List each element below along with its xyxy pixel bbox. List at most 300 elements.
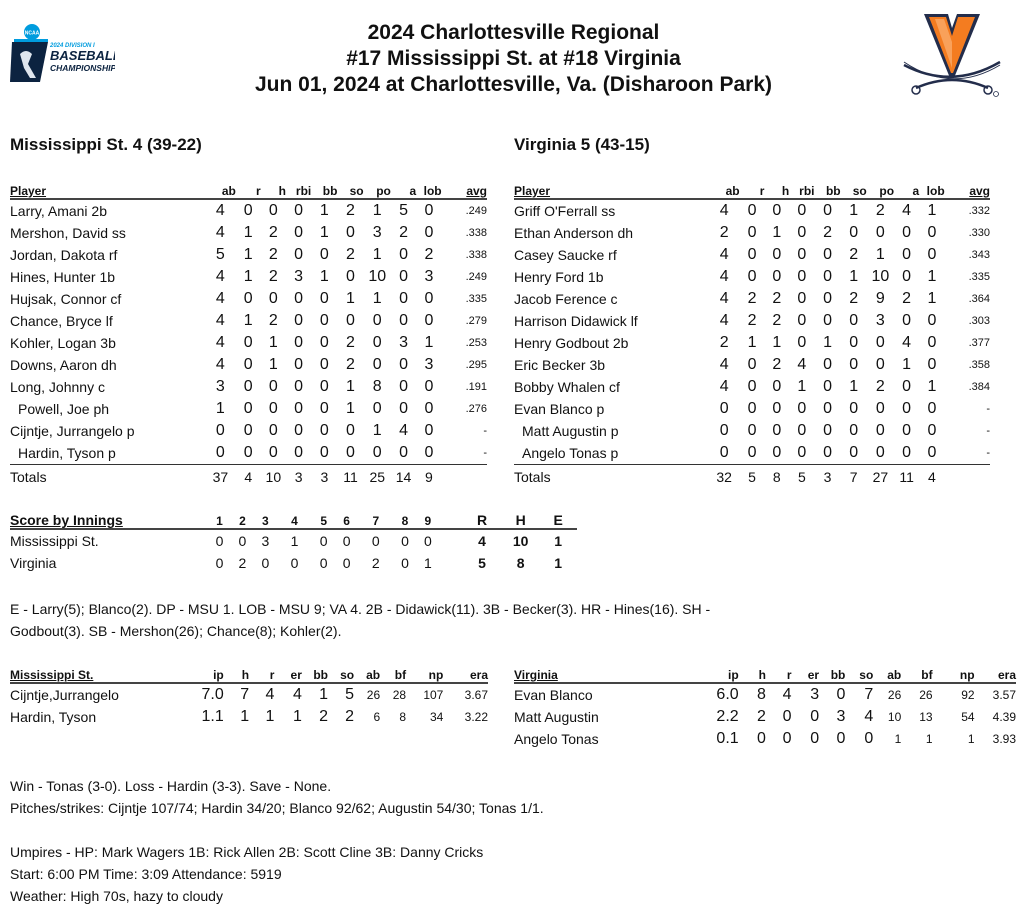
inning-header: 8 bbox=[394, 512, 417, 529]
total-bb: 3 bbox=[320, 469, 329, 485]
stat-so: 0 bbox=[346, 268, 355, 285]
inning-header: 7 bbox=[358, 512, 393, 529]
total-avg-empty bbox=[442, 465, 487, 490]
stat-h: 7 bbox=[240, 686, 250, 703]
stat-so: 2 bbox=[849, 246, 859, 263]
pitching-header-row bbox=[514, 666, 1016, 683]
stat-so: 2 bbox=[346, 334, 355, 351]
batting-row bbox=[10, 222, 487, 244]
pitching-header-bf: bf bbox=[901, 666, 932, 683]
stat-r: 0 bbox=[747, 378, 757, 395]
innings-team-row bbox=[10, 529, 577, 552]
inning-runs: 0 bbox=[238, 533, 247, 549]
title-matchup: #17 Mississippi St. at #18 Virginia bbox=[346, 47, 681, 70]
stat-so: 0 bbox=[346, 312, 355, 329]
stat-r: 0 bbox=[740, 442, 765, 465]
stat-avg: .343 bbox=[968, 249, 990, 261]
batting-header-po: po bbox=[867, 182, 894, 199]
pitching-header-bb: bb bbox=[302, 666, 328, 683]
stat-avg: - bbox=[442, 442, 487, 465]
stat-avg: .384 bbox=[968, 381, 990, 393]
home-batting-table bbox=[514, 182, 990, 489]
batting-header-bb: bb bbox=[815, 182, 841, 199]
inning-runs: 0 bbox=[261, 555, 270, 571]
stat-r: 0 bbox=[243, 290, 253, 307]
inning-header: 6 bbox=[335, 512, 358, 529]
stat-h: 2 bbox=[268, 312, 278, 329]
home-team-heading: Virginia 5 (43-15) bbox=[514, 135, 650, 154]
batting-header-so: so bbox=[337, 182, 363, 199]
stat-lob: 1 bbox=[424, 334, 434, 351]
stat-po: 1 bbox=[372, 422, 382, 439]
stat-avg: .253 bbox=[465, 337, 487, 349]
stat-ab: 10 bbox=[887, 710, 902, 724]
stat-avg: .335 bbox=[968, 271, 990, 283]
svg-text:BASEBALL: BASEBALL bbox=[50, 48, 115, 63]
player-name: Downs, Aaron dh bbox=[10, 357, 117, 373]
stat-po: 0 bbox=[372, 356, 382, 373]
stat-np: 92 bbox=[961, 688, 975, 702]
total-avg-empty bbox=[945, 465, 990, 490]
stat-so: 0 bbox=[346, 224, 355, 241]
stat-ab: 0 bbox=[205, 442, 236, 465]
stat-avg: .358 bbox=[968, 359, 990, 371]
stat-ab: 0 bbox=[719, 422, 729, 439]
batting-row bbox=[10, 376, 487, 398]
stat-avg: .249 bbox=[465, 271, 487, 283]
stat-ab: 2 bbox=[719, 224, 729, 241]
stat-a: 4 bbox=[399, 422, 408, 439]
batting-header-rbi: rbi bbox=[789, 182, 814, 199]
home-pitching-table bbox=[514, 666, 1016, 750]
stat-po: 0 bbox=[372, 400, 382, 417]
stat-lob: 3 bbox=[424, 268, 434, 285]
batting-row bbox=[514, 266, 990, 288]
pitcher-name: Angelo Tonas bbox=[514, 731, 599, 747]
batting-header-bb: bb bbox=[311, 182, 337, 199]
stat-bb: 0 bbox=[319, 422, 329, 439]
rhe-r: 4 bbox=[478, 533, 486, 549]
stat-lob: 0 bbox=[416, 442, 441, 465]
stat-rbi: 0 bbox=[797, 202, 807, 219]
svg-text:2024 DIVISION I: 2024 DIVISION I bbox=[50, 43, 95, 49]
stat-ab: 4 bbox=[719, 202, 729, 219]
stat-ip: 0.1 bbox=[716, 730, 739, 747]
stat-so: 0 bbox=[849, 422, 859, 439]
stat-bb: 1 bbox=[319, 268, 329, 285]
stat-h: 0 bbox=[772, 246, 782, 263]
stat-lob: 0 bbox=[424, 290, 434, 307]
stat-so: 1 bbox=[346, 378, 355, 395]
stat-so: 1 bbox=[849, 378, 859, 395]
stat-a: 0 bbox=[902, 378, 912, 395]
stat-po: 3 bbox=[875, 312, 885, 329]
spacer bbox=[439, 552, 462, 574]
inning-runs: 0 bbox=[319, 533, 328, 549]
inning-runs: 2 bbox=[371, 555, 380, 571]
stat-bb: 0 bbox=[319, 356, 329, 373]
rhe-h: 8 bbox=[516, 555, 525, 571]
inning-header: 3 bbox=[254, 512, 277, 529]
stat-lob: 0 bbox=[424, 202, 434, 219]
player-name: Long, Johnny c bbox=[10, 379, 105, 395]
stat-a: 0 bbox=[399, 268, 408, 285]
stat-bf: 28 bbox=[392, 688, 407, 702]
player-name: Evan Blanco p bbox=[514, 401, 605, 417]
inning-runs: 0 bbox=[371, 533, 380, 549]
stat-h: 0 bbox=[268, 422, 278, 439]
total-r: 4 bbox=[244, 469, 253, 485]
player-name: Chance, Bryce lf bbox=[10, 313, 113, 329]
stat-rbi: 0 bbox=[294, 378, 304, 395]
stat-lob: 0 bbox=[424, 378, 434, 395]
batting-header-a: a bbox=[391, 182, 416, 199]
stat-ab: 0 bbox=[709, 442, 740, 465]
player-name: Matt Augustin p bbox=[522, 423, 619, 439]
stat-r: 1 bbox=[243, 268, 253, 285]
stat-h: 1 bbox=[240, 708, 250, 725]
stat-r: 1 bbox=[747, 334, 757, 351]
stat-ab: 4 bbox=[719, 268, 729, 285]
total-h: 10 bbox=[265, 469, 282, 485]
batting-row bbox=[10, 442, 487, 465]
batting-row bbox=[514, 244, 990, 266]
player-name: Eric Becker 3b bbox=[514, 357, 606, 373]
stat-rbi: 0 bbox=[294, 224, 304, 241]
stat-rbi: 0 bbox=[797, 268, 807, 285]
rhe-header-h: H bbox=[502, 512, 540, 529]
batting-row bbox=[10, 354, 487, 376]
stat-rbi: 0 bbox=[797, 422, 807, 439]
batting-row bbox=[10, 244, 487, 266]
stat-lob: 0 bbox=[424, 400, 434, 417]
stat-ab: 4 bbox=[215, 356, 225, 373]
stat-so: 0 bbox=[849, 312, 859, 329]
player-name: Hardin, Tyson p bbox=[10, 442, 205, 465]
stat-lob: 0 bbox=[424, 224, 434, 241]
rhe-header-r: R bbox=[462, 512, 502, 529]
stat-bb: 0 bbox=[319, 400, 329, 417]
stat-so: 0 bbox=[849, 400, 859, 417]
stat-avg: .330 bbox=[968, 227, 990, 239]
stat-bf: 1 bbox=[925, 732, 933, 746]
stat-avg: .191 bbox=[465, 381, 487, 393]
batting-header-so: so bbox=[841, 182, 867, 199]
stat-er: 0 bbox=[810, 730, 820, 747]
batting-row bbox=[514, 376, 990, 398]
start-time-attendance-text: Start: 6:00 PM Time: 3:09 Attendance: 5919 bbox=[10, 866, 282, 882]
batting-row bbox=[10, 332, 487, 354]
ncaa-baseball-logo bbox=[10, 24, 115, 86]
stat-bb: 0 bbox=[823, 246, 833, 263]
stat-a: 0 bbox=[902, 400, 912, 417]
stat-rbi: 0 bbox=[797, 246, 807, 263]
visitor-batting-table bbox=[10, 182, 487, 489]
stat-r: 4 bbox=[265, 686, 275, 703]
stat-r: 2 bbox=[747, 290, 757, 307]
game-summary-footer bbox=[10, 775, 544, 907]
stat-rbi: 0 bbox=[294, 334, 304, 351]
stat-so: 0 bbox=[841, 442, 867, 465]
inning-runs: 0 bbox=[215, 555, 224, 571]
stat-bb: 1 bbox=[319, 224, 329, 241]
stat-ab: 4 bbox=[215, 202, 225, 219]
stat-er: 1 bbox=[292, 708, 302, 725]
batting-row bbox=[514, 354, 990, 376]
total-so: 7 bbox=[849, 469, 858, 485]
score-by-innings-table bbox=[10, 512, 577, 574]
stat-bb: 0 bbox=[823, 290, 833, 307]
total-lob: 4 bbox=[928, 469, 936, 485]
stat-h: 2 bbox=[268, 224, 278, 241]
player-name: Hujsak, Connor cf bbox=[10, 291, 122, 307]
batting-header-h: h bbox=[261, 182, 286, 199]
stat-h: 0 bbox=[772, 422, 782, 439]
stat-r: 0 bbox=[747, 246, 757, 263]
stat-ab: 0 bbox=[215, 422, 225, 439]
stat-bb: 0 bbox=[319, 246, 329, 263]
stat-ab: 6 bbox=[373, 710, 381, 724]
stat-po: 1 bbox=[372, 202, 382, 219]
stat-ab: 4 bbox=[215, 290, 225, 307]
batting-row bbox=[514, 310, 990, 332]
stat-bb: 0 bbox=[823, 378, 833, 395]
batting-header-po: po bbox=[364, 182, 391, 199]
batting-row bbox=[514, 398, 990, 420]
stat-ab: 3 bbox=[215, 378, 225, 395]
stat-so: 0 bbox=[849, 356, 859, 373]
stat-a: 0 bbox=[902, 224, 912, 241]
stat-lob: 0 bbox=[919, 442, 944, 465]
pitching-header-ip: ip bbox=[176, 666, 224, 683]
stat-lob: 0 bbox=[424, 312, 434, 329]
stat-so: 1 bbox=[346, 290, 355, 307]
stat-bb: 1 bbox=[823, 334, 833, 351]
stat-bb: 1 bbox=[319, 686, 329, 703]
stat-bb: 0 bbox=[319, 290, 329, 307]
score-by-innings-title: Score by Innings bbox=[10, 512, 208, 529]
pitcher-name: Matt Augustin bbox=[514, 709, 599, 725]
stat-avg: - bbox=[986, 403, 990, 415]
stat-ab: 1 bbox=[894, 732, 902, 746]
batting-header-h: h bbox=[764, 182, 789, 199]
stat-ab: 4 bbox=[215, 334, 225, 351]
innings-header-row bbox=[10, 512, 577, 529]
batting-header-lob: lob bbox=[416, 182, 441, 199]
stat-a: 0 bbox=[399, 400, 408, 417]
batting-row bbox=[10, 398, 487, 420]
innings-team-row bbox=[10, 552, 577, 574]
total-ab: 37 bbox=[212, 469, 229, 485]
stat-bb: 1 bbox=[319, 202, 329, 219]
stat-po: 0 bbox=[372, 312, 382, 329]
stat-r: 0 bbox=[747, 202, 757, 219]
batting-totals-row bbox=[514, 465, 990, 490]
stat-rbi: 0 bbox=[294, 312, 304, 329]
stat-h: 0 bbox=[772, 378, 782, 395]
stat-a: 0 bbox=[399, 246, 408, 263]
batting-totals-row bbox=[10, 465, 487, 490]
pitching-header-ab: ab bbox=[873, 666, 901, 683]
stat-rbi: 0 bbox=[294, 290, 304, 307]
stat-a: 0 bbox=[902, 246, 912, 263]
spacer bbox=[439, 529, 462, 552]
title-date-location: Jun 01, 2024 at Charlottesville, Va. (Disharoon Park) bbox=[254, 73, 773, 96]
stat-np: 107 bbox=[423, 688, 444, 702]
stat-np: 54 bbox=[961, 710, 975, 724]
stat-r: 0 bbox=[243, 400, 253, 417]
total-ab: 32 bbox=[716, 469, 732, 485]
stat-h: 8 bbox=[757, 686, 766, 703]
stat-rbi: 0 bbox=[797, 290, 807, 307]
totals-label: Totals bbox=[514, 469, 551, 485]
stat-rbi: 0 bbox=[294, 202, 304, 219]
player-name: Harrison Didawick lf bbox=[514, 313, 638, 329]
stat-h: 1 bbox=[268, 356, 278, 373]
stat-avg: .303 bbox=[968, 315, 990, 327]
player-name: Jordan, Dakota rf bbox=[10, 247, 118, 263]
pitching-header-bf: bf bbox=[380, 666, 406, 683]
stat-r: 0 bbox=[747, 224, 757, 241]
stat-h: 2 bbox=[268, 268, 278, 285]
stat-ab: 4 bbox=[719, 356, 729, 373]
notes-line-1: E - Larry(5); Blanco(2). DP - MSU 1. LOB - MSU 9; VA 4. 2B - Didawick(11). 3B - Becker(3). HR - Hines(16). SH - bbox=[10, 601, 711, 617]
player-name: Griff O'Ferrall ss bbox=[514, 203, 616, 219]
svg-text:CHAMPIONSHIP: CHAMPIONSHIP bbox=[50, 63, 115, 73]
stat-so: 2 bbox=[346, 246, 355, 263]
weather-text: Weather: High 70s, hazy to cloudy bbox=[10, 888, 223, 904]
stat-avg: .332 bbox=[968, 205, 990, 217]
stat-h: 0 bbox=[772, 268, 782, 285]
stat-a: 0 bbox=[391, 442, 416, 465]
pitching-team-label: Mississippi St. bbox=[10, 666, 176, 683]
total-lob: 9 bbox=[425, 469, 433, 485]
stat-bf: 26 bbox=[919, 688, 933, 702]
stat-po: 8 bbox=[372, 378, 382, 395]
stat-r: 0 bbox=[747, 268, 757, 285]
stat-h: 0 bbox=[268, 202, 278, 219]
stat-so: 2 bbox=[346, 356, 355, 373]
stat-lob: 0 bbox=[927, 246, 937, 263]
stat-np: 34 bbox=[429, 710, 444, 724]
stat-po: 3 bbox=[372, 224, 382, 241]
total-bb: 3 bbox=[823, 469, 832, 485]
total-po: 25 bbox=[369, 469, 386, 485]
inning-runs: 0 bbox=[342, 533, 351, 549]
pitching-header-so: so bbox=[328, 666, 354, 683]
stat-bb: 0 bbox=[823, 422, 833, 439]
stat-r: 0 bbox=[243, 356, 253, 373]
stat-ab: 5 bbox=[215, 246, 225, 263]
stat-r: 4 bbox=[782, 686, 792, 703]
stat-rbi: 4 bbox=[797, 356, 807, 373]
stat-h: 1 bbox=[772, 224, 782, 241]
player-name: Larry, Amani 2b bbox=[10, 203, 108, 219]
stat-ab: 4 bbox=[719, 312, 729, 329]
stat-h: 2 bbox=[772, 290, 782, 307]
inning-header: 9 bbox=[416, 512, 439, 529]
total-h: 8 bbox=[772, 469, 781, 485]
title-event: 2024 Charlottesville Regional bbox=[367, 21, 660, 44]
stat-era: 4.39 bbox=[992, 710, 1016, 724]
player-name: Powell, Joe ph bbox=[18, 401, 110, 417]
stat-lob: 0 bbox=[927, 400, 937, 417]
stat-h: 2 bbox=[772, 356, 782, 373]
stat-r: 0 bbox=[243, 378, 253, 395]
pitching-team-label: Virginia bbox=[514, 666, 689, 683]
stat-po: 10 bbox=[368, 268, 387, 285]
game-notes bbox=[10, 598, 750, 642]
inning-runs: 0 bbox=[424, 533, 432, 549]
stat-rbi: 0 bbox=[789, 442, 814, 465]
stat-bb: 0 bbox=[823, 268, 833, 285]
stat-ab: 4 bbox=[215, 268, 225, 285]
batting-header-ab: ab bbox=[205, 182, 236, 199]
player-name: Jacob Ference c bbox=[514, 291, 618, 307]
batting-row bbox=[10, 310, 487, 332]
rhe-r: 5 bbox=[478, 555, 486, 571]
stat-so: 1 bbox=[849, 268, 859, 285]
rhe-h: 10 bbox=[512, 533, 529, 549]
inning-runs: 0 bbox=[215, 533, 224, 549]
player-name: Mershon, David ss bbox=[10, 225, 126, 241]
stat-po: 1 bbox=[875, 246, 885, 263]
stat-bb: 0 bbox=[311, 442, 337, 465]
stat-a: 1 bbox=[902, 356, 912, 373]
batting-row bbox=[10, 199, 487, 222]
game-title bbox=[200, 20, 827, 98]
stat-h: 0 bbox=[261, 442, 286, 465]
stat-so: 2 bbox=[849, 290, 859, 307]
stat-a: 0 bbox=[399, 290, 408, 307]
stat-rbi: 0 bbox=[286, 442, 311, 465]
stat-po: 0 bbox=[875, 224, 885, 241]
stat-so: 0 bbox=[346, 422, 355, 439]
stat-bb: 2 bbox=[319, 708, 329, 725]
stat-ab: 4 bbox=[719, 290, 729, 307]
batting-row bbox=[10, 288, 487, 310]
stat-rbi: 0 bbox=[797, 334, 807, 351]
spacer bbox=[439, 512, 462, 529]
pitching-header-h: h bbox=[739, 666, 766, 683]
inning-header: 1 bbox=[208, 512, 231, 529]
batting-header-player: Player bbox=[514, 182, 709, 199]
stat-bb: 0 bbox=[319, 378, 329, 395]
pitching-header-ab: ab bbox=[354, 666, 380, 683]
stat-bb: 0 bbox=[836, 730, 846, 747]
stat-h: 2 bbox=[757, 708, 766, 725]
batting-header-avg: avg bbox=[442, 182, 487, 199]
stat-a: 0 bbox=[902, 312, 912, 329]
stat-avg: .364 bbox=[968, 293, 990, 305]
batting-row bbox=[514, 420, 990, 442]
stat-rbi: 0 bbox=[797, 312, 807, 329]
stat-er: 4 bbox=[292, 686, 302, 703]
stat-h: 2 bbox=[268, 246, 278, 263]
stat-so: 1 bbox=[849, 202, 859, 219]
stat-lob: 3 bbox=[424, 356, 434, 373]
total-a: 11 bbox=[899, 469, 914, 485]
stat-lob: 1 bbox=[927, 268, 937, 285]
stat-h: 0 bbox=[757, 730, 766, 747]
stat-ab: 4 bbox=[719, 246, 729, 263]
pitcher-name: Hardin, Tyson bbox=[10, 709, 97, 725]
stat-r: 0 bbox=[243, 422, 253, 439]
pitching-header-row bbox=[10, 666, 488, 683]
player-name: Hines, Hunter 1b bbox=[10, 269, 116, 285]
inning-header: 5 bbox=[312, 512, 335, 529]
stat-r: 1 bbox=[243, 224, 253, 241]
